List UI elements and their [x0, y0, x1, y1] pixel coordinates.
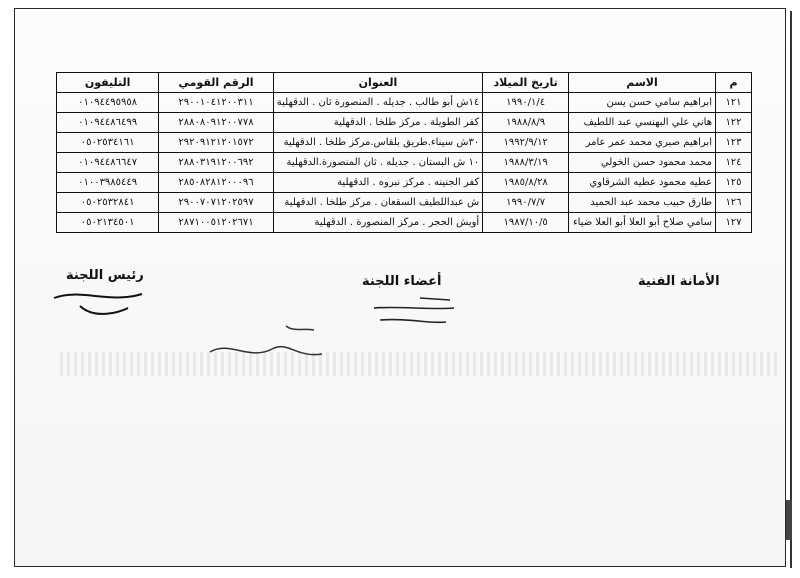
cell-number: ١٢٢ [716, 113, 752, 133]
cell-birth-date: ١٩٩٢/٩/١٢ [483, 133, 569, 153]
cell-number: ١٢٦ [716, 193, 752, 213]
cell-address: ١٤ش أبو طالب . جديله . المنصورة ثان . الدقهلية [273, 93, 482, 113]
cell-national-id: ٢٨٧١٠٠٥١٢٠٢٦٧١ [159, 213, 274, 233]
cell-national-id: ٢٩٢٠٩١٢١٢٠١٥٧٢ [159, 133, 274, 153]
scan-noise-band [60, 352, 780, 376]
cell-name: سامي صلاح أبو العلا أبو العلا ضياء [569, 213, 716, 233]
table-row [57, 113, 752, 133]
binding-mark [786, 500, 792, 540]
cell-birth-date: ١٩٨٨/٣/١٩ [483, 153, 569, 173]
table-row [57, 173, 752, 193]
cell-address: ش عبداللطيف السقعان . مركز طلخا . الدقهلية [273, 193, 482, 213]
cell-birth-date: ١٩٨٥/٨/٢٨ [483, 173, 569, 193]
cell-name: ابراهيم سامي حسن يسن [569, 93, 716, 113]
table-row [57, 213, 752, 233]
cell-phone: ٠٥٠٢٥٣٤١٦١ [57, 133, 159, 153]
cell-number: ١٢٥ [716, 173, 752, 193]
cell-national-id: ٢٨٨٠٣١٩١٢٠٠٦٩٢ [159, 153, 274, 173]
cell-national-id: ٢٨٥٠٨٢٨١٢٠٠٠٩٦ [159, 173, 274, 193]
cell-phone: ٠١٠٩٤٤٨٦٦٤٧ [57, 153, 159, 173]
cell-name: عطيه محمود عطيه الشرقاوي [569, 173, 716, 193]
cell-national-id: ٢٨٨٠٨٠٩١٢٠٠٧٧٨ [159, 113, 274, 133]
committee-members-label: أعضاء اللجنة [362, 274, 442, 289]
table-row [57, 133, 752, 153]
cell-name: هاني علي البهنسي عبد اللطيف [569, 113, 716, 133]
cell-number: ١٢٧ [716, 213, 752, 233]
cell-phone: ٠٥٠٢١٣٤٥٠١ [57, 213, 159, 233]
cell-name: ابراهيم صبري محمد عمر عامر [569, 133, 716, 153]
cell-birth-date: ١٩٨٧/١٠/٥ [483, 213, 569, 233]
member-signature-1 [350, 288, 460, 334]
cell-address: ٣٠ش سيناء.طريق بلقاس.مركز طلخا . الدقهلية [273, 133, 482, 153]
cell-number: ١٢٤ [716, 153, 752, 173]
table-header-row [57, 73, 752, 93]
cell-number: ١٢١ [716, 93, 752, 113]
cell-address: كفر الجنينه . مركز نبروه . الدقهلية [273, 173, 482, 193]
table-row [57, 153, 752, 173]
cell-name: محمد محمود حسن الخولي [569, 153, 716, 173]
cell-number: ١٢٣ [716, 133, 752, 153]
cell-phone: ٠١٠٩٤٤٨٦٤٩٩ [57, 113, 159, 133]
header-national-id: الرقم القومي [159, 73, 274, 93]
records-table [56, 72, 752, 233]
technical-secretariat-label: الأمانة الفنية [638, 274, 720, 289]
cell-birth-date: ١٩٩٠/١/٤ [483, 93, 569, 113]
cell-birth-date: ١٩٩٠/٧/٧ [483, 193, 569, 213]
cell-national-id: ٢٩٠٠٧٠٧١٢٠٢٥٩٧ [159, 193, 274, 213]
cell-name: طارق حبيب محمد عبد الحميد [569, 193, 716, 213]
header-address: العنوان [273, 73, 482, 93]
cell-address: أويش الحجر . مركز المنصورة . الدقهلية [273, 213, 482, 233]
cell-birth-date: ١٩٨٨/٨/٩ [483, 113, 569, 133]
chair-signature [50, 286, 150, 322]
table-row [57, 93, 752, 113]
header-birth-date: تاريخ الميلاد [483, 73, 569, 93]
cell-address: ١٠ ش البستان . جديله . ثان المنصورة.الدقهلية [273, 153, 482, 173]
cell-address: كفر الطويلة . مركز طلخا . الدقهلية [273, 113, 482, 133]
committee-chair-label: رئيس اللجنة [66, 268, 144, 283]
header-name: الاسم [569, 73, 716, 93]
header-number: م [716, 73, 752, 93]
cell-national-id: ٢٩٠٠١٠٤١٢٠٠٣١١ [159, 93, 274, 113]
cell-phone: ٠١٠٠٣٩٨٥٤٤٩ [57, 173, 159, 193]
cell-phone: ٠١٠٩٤٤٩٥٩٥٨ [57, 93, 159, 113]
table-row [57, 193, 752, 213]
header-phone: التليفون [57, 73, 159, 93]
cell-phone: ٠٥٠٢٥٣٢٨٤١ [57, 193, 159, 213]
